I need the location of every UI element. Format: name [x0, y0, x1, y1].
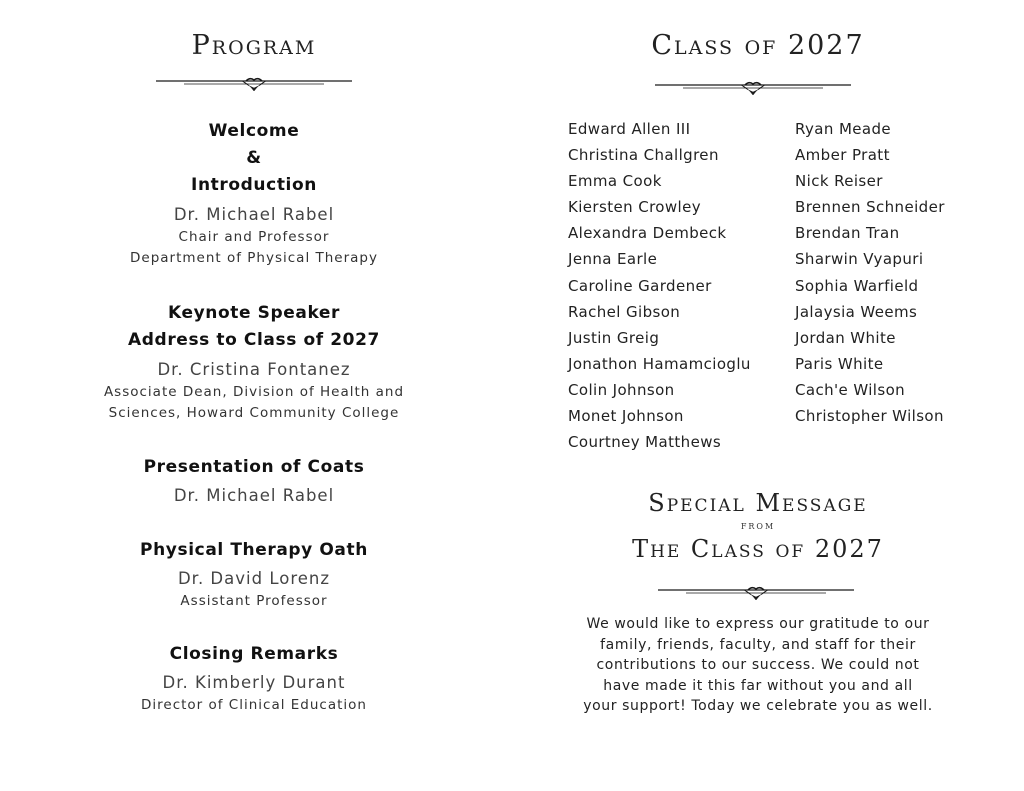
flourish-divider-icon	[653, 78, 853, 96]
flourish-divider-icon	[154, 74, 354, 92]
student-name: Rachel Gibson	[568, 302, 681, 321]
program-item-heading: Physical Therapy Oath	[140, 540, 368, 560]
student-name: Amber Pratt	[795, 146, 890, 165]
flourish-divider-icon	[656, 583, 856, 601]
special-message-title-line: Special Message	[648, 489, 868, 517]
student-name: Jenna Earle	[568, 250, 658, 269]
student-name: Alexandra Dembeck	[568, 224, 727, 243]
program-item-heading: Address to Class of 2027	[128, 330, 380, 350]
program-item-oath	[84, 537, 424, 612]
special-message-title	[548, 488, 968, 564]
student-name: Christina Challgren	[568, 146, 719, 165]
program-item-heading: &	[246, 148, 262, 168]
student-name: Ryan Meade	[795, 120, 892, 138]
program-item-coats	[84, 454, 424, 508]
program-title: Program	[191, 30, 317, 61]
student-name: Courtney Matthews	[568, 433, 722, 452]
program-item-role: Chair and Professor	[178, 229, 330, 245]
student-name: Cach'e Wilson	[795, 380, 906, 399]
student-name: Sharwin Vyapuri	[795, 250, 924, 269]
special-message-body	[548, 614, 968, 717]
program-item-speaker: Dr. David Lorenz	[177, 569, 331, 588]
program-item-role: Director of Clinical Education	[140, 697, 367, 713]
student-name: Kiersten Crowley	[568, 198, 702, 217]
special-message-line: your support! Today we celebrate you as well.	[583, 698, 933, 714]
program-item-heading: Introduction	[191, 175, 317, 195]
program-item-role: Associate Dean, Division of Health and	[103, 384, 405, 400]
class-names-column-1	[568, 116, 751, 455]
special-message-title-line: The Class of 2027	[632, 535, 884, 563]
program-item-speaker: Dr. Kimberly Durant	[162, 673, 346, 692]
class-title: Class of 2027	[651, 30, 865, 61]
student-name: Monet Johnson	[568, 407, 684, 426]
student-name: Brennen Schneider	[795, 198, 945, 217]
program-item-heading: Closing Remarks	[169, 644, 339, 664]
special-message-line: We would like to express our gratitude to our	[586, 616, 930, 632]
student-name: Sophia Warfield	[795, 276, 919, 295]
student-name: Christopher Wilson	[795, 407, 944, 426]
student-name: Paris White	[795, 354, 884, 373]
student-name: Jalaysia Weems	[795, 302, 918, 321]
student-name: Brendan Tran	[795, 224, 900, 243]
program-item-role: Assistant Professor	[180, 593, 328, 609]
program-item-keynote	[84, 300, 424, 424]
special-message-line: family, friends, faculty, and staff for their	[600, 636, 916, 653]
program-item-heading: Welcome	[208, 121, 300, 141]
program-item-heading: Presentation of Coats	[143, 457, 365, 477]
program-item-role: Sciences, Howard Community College	[108, 405, 400, 421]
program-item-speaker: Dr. Michael Rabel	[173, 486, 335, 505]
program-item-role: Department of Physical Therapy	[130, 250, 378, 266]
program-item-heading: Keynote Speaker	[167, 303, 341, 323]
student-name: Colin Johnson	[568, 380, 675, 399]
program-item-speaker: Dr. Cristina Fontanez	[157, 360, 351, 379]
program-item-speaker: Dr. Michael Rabel	[173, 205, 335, 224]
program-item-welcome	[84, 118, 424, 269]
special-message-line: have made it this far without you and all	[603, 677, 913, 694]
student-name: Edward Allen III	[568, 120, 691, 138]
special-message-line: contributions to our success. We could not	[596, 657, 920, 673]
student-name: Caroline Gardener	[568, 276, 712, 295]
student-name: Emma Cook	[568, 172, 662, 191]
program-item-closing	[84, 641, 424, 716]
special-message-title-from: from	[740, 518, 776, 532]
class-names-column-2	[795, 116, 945, 429]
student-name: Jonathon Hamamcioglu	[568, 354, 751, 373]
student-name: Jordan White	[795, 328, 896, 347]
student-name: Nick Reiser	[795, 172, 883, 191]
student-name: Justin Greig	[568, 328, 660, 347]
